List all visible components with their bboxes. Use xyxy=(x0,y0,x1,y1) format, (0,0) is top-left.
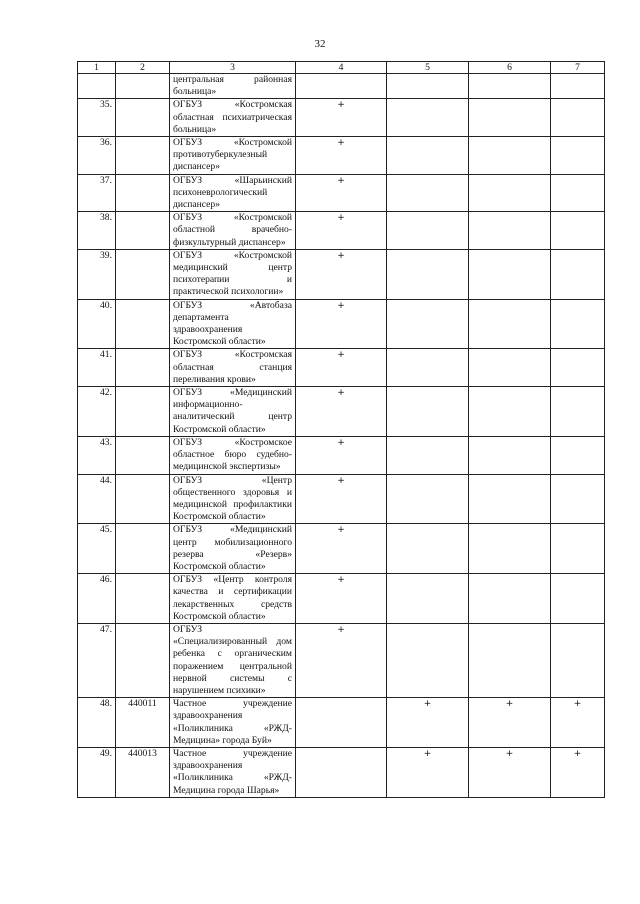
cell-c7 xyxy=(551,524,605,574)
cell-c6 xyxy=(469,574,551,624)
cell-code xyxy=(116,249,170,299)
cell-c4: + xyxy=(296,137,387,175)
cell-name: ОГБУЗ «Специализированный дом ребенка с органическим поражением центральной нервной системы с нарушением психики» xyxy=(170,623,296,697)
cell-c4: + xyxy=(296,212,387,250)
cell-num xyxy=(78,74,116,99)
table-row xyxy=(78,524,605,574)
cell-c5 xyxy=(387,349,469,387)
table-row xyxy=(78,174,605,212)
cell-c5 xyxy=(387,249,469,299)
cell-c5 xyxy=(387,99,469,137)
cell-c7 xyxy=(551,137,605,175)
cell-c5: + xyxy=(387,698,469,748)
cell-c5 xyxy=(387,74,469,99)
cell-c4: + xyxy=(296,387,387,437)
cell-code xyxy=(116,623,170,697)
table-row xyxy=(78,747,605,797)
cell-code xyxy=(116,474,170,524)
cell-c6 xyxy=(469,137,551,175)
cell-name: центральная районная больница» xyxy=(170,74,296,99)
column-header: 7 xyxy=(551,62,605,74)
table-row xyxy=(78,698,605,748)
cell-num: 40. xyxy=(78,299,116,349)
cell-code: 440011 xyxy=(116,698,170,748)
cell-name: ОГБУЗ «Автобаза департамента здравоохранения Костромской области» xyxy=(170,299,296,349)
cell-num: 43. xyxy=(78,436,116,474)
cell-c5 xyxy=(387,474,469,524)
header-row xyxy=(78,62,605,74)
cell-num: 49. xyxy=(78,747,116,797)
cell-c7: + xyxy=(551,747,605,797)
cell-c6 xyxy=(469,474,551,524)
organizations-table xyxy=(77,61,605,798)
cell-code xyxy=(116,212,170,250)
cell-c6 xyxy=(469,74,551,99)
cell-code: 440013 xyxy=(116,747,170,797)
cell-c5 xyxy=(387,387,469,437)
cell-code xyxy=(116,524,170,574)
cell-c7 xyxy=(551,299,605,349)
cell-num: 42. xyxy=(78,387,116,437)
cell-c7 xyxy=(551,99,605,137)
cell-c6 xyxy=(469,623,551,697)
cell-name: ОГБУЗ «Костромское областное бюро судебно-медицинской экспертизы» xyxy=(170,436,296,474)
cell-c5 xyxy=(387,174,469,212)
cell-num: 37. xyxy=(78,174,116,212)
cell-c7 xyxy=(551,349,605,387)
cell-code xyxy=(116,349,170,387)
cell-c4: + xyxy=(296,436,387,474)
cell-c6 xyxy=(469,299,551,349)
cell-name: ОГБУЗ «Костромская областная станция переливания крови» xyxy=(170,349,296,387)
column-header: 2 xyxy=(116,62,170,74)
table-row xyxy=(78,249,605,299)
cell-code xyxy=(116,387,170,437)
cell-name: ОГБУЗ «Центр общественного здоровья и медицинской профилактики Костромской области» xyxy=(170,474,296,524)
cell-c6 xyxy=(469,349,551,387)
cell-c5 xyxy=(387,524,469,574)
cell-c5 xyxy=(387,436,469,474)
cell-code xyxy=(116,137,170,175)
cell-c5 xyxy=(387,137,469,175)
column-header: 4 xyxy=(296,62,387,74)
table-row xyxy=(78,299,605,349)
table-row xyxy=(78,212,605,250)
cell-c7 xyxy=(551,436,605,474)
cell-name: ОГБУЗ «Центр контроля качества и сертификации лекарственных средств Костромской области» xyxy=(170,574,296,624)
cell-c6 xyxy=(469,99,551,137)
cell-c7 xyxy=(551,623,605,697)
cell-c5: + xyxy=(387,747,469,797)
cell-name: ОГБУЗ «Костромской противотуберкулезный диспансер» xyxy=(170,137,296,175)
cell-num: 46. xyxy=(78,574,116,624)
cell-num: 38. xyxy=(78,212,116,250)
cell-code xyxy=(116,74,170,99)
table-row xyxy=(78,574,605,624)
cell-code xyxy=(116,436,170,474)
cell-name: ОГБУЗ «Костромской областной врачебно-физкультурный диспансер» xyxy=(170,212,296,250)
cell-c4 xyxy=(296,698,387,748)
cell-c5 xyxy=(387,299,469,349)
cell-c6 xyxy=(469,174,551,212)
cell-c7 xyxy=(551,387,605,437)
cell-name: ОГБУЗ «Костромская областная психиатрическая больница» xyxy=(170,99,296,137)
cell-c4: + xyxy=(296,349,387,387)
cell-c6: + xyxy=(469,698,551,748)
column-header: 6 xyxy=(469,62,551,74)
table-row xyxy=(78,387,605,437)
cell-c7 xyxy=(551,574,605,624)
cell-c4: + xyxy=(296,474,387,524)
cell-num: 36. xyxy=(78,137,116,175)
cell-num: 45. xyxy=(78,524,116,574)
column-header: 5 xyxy=(387,62,469,74)
cell-c7 xyxy=(551,74,605,99)
cell-c4 xyxy=(296,747,387,797)
column-header: 1 xyxy=(78,62,116,74)
cell-c4 xyxy=(296,74,387,99)
cell-c7 xyxy=(551,212,605,250)
cell-c5 xyxy=(387,623,469,697)
cell-c4: + xyxy=(296,299,387,349)
cell-code xyxy=(116,99,170,137)
cell-c7 xyxy=(551,174,605,212)
table-row xyxy=(78,349,605,387)
cell-name: ОГБУЗ «Медицинский центр мобилизационного резерва «Резерв» Костромской области» xyxy=(170,524,296,574)
column-header: 3 xyxy=(170,62,296,74)
cell-code xyxy=(116,574,170,624)
cell-c7 xyxy=(551,249,605,299)
cell-c4: + xyxy=(296,249,387,299)
table-row xyxy=(78,436,605,474)
cell-name: Частное учреждение здравоохранения «Поликлиника «РЖД-Медицина» города Буй» xyxy=(170,698,296,748)
cell-num: 39. xyxy=(78,249,116,299)
page-number: 32 xyxy=(314,38,326,50)
cell-num: 35. xyxy=(78,99,116,137)
cell-c4: + xyxy=(296,524,387,574)
cell-c5 xyxy=(387,212,469,250)
table-row xyxy=(78,474,605,524)
cell-num: 48. xyxy=(78,698,116,748)
cell-c6 xyxy=(469,524,551,574)
cell-c5 xyxy=(387,574,469,624)
cell-c6 xyxy=(469,436,551,474)
cell-code xyxy=(116,174,170,212)
cell-c4: + xyxy=(296,174,387,212)
cell-name: Частное учреждение здравоохранения «Поликлиника «РЖД-Медицина города Шарья» xyxy=(170,747,296,797)
cell-c7 xyxy=(551,474,605,524)
cell-c6 xyxy=(469,212,551,250)
cell-name: ОГБУЗ «Костромской медицинский центр психотерапии и практической психологии» xyxy=(170,249,296,299)
cell-name: ОГБУЗ «Шарьинский психоневрологический диспансер» xyxy=(170,174,296,212)
table-row xyxy=(78,623,605,697)
cell-c4: + xyxy=(296,99,387,137)
table-row xyxy=(78,74,605,99)
cell-c6 xyxy=(469,387,551,437)
cell-c6 xyxy=(469,249,551,299)
cell-c7: + xyxy=(551,698,605,748)
cell-c6: + xyxy=(469,747,551,797)
table-row xyxy=(78,99,605,137)
cell-code xyxy=(116,299,170,349)
cell-c4: + xyxy=(296,623,387,697)
cell-num: 41. xyxy=(78,349,116,387)
cell-name: ОГБУЗ «Медицинский информационно-аналитический центр Костромской области» xyxy=(170,387,296,437)
table-row xyxy=(78,137,605,175)
cell-num: 44. xyxy=(78,474,116,524)
cell-num: 47. xyxy=(78,623,116,697)
cell-c4: + xyxy=(296,574,387,624)
